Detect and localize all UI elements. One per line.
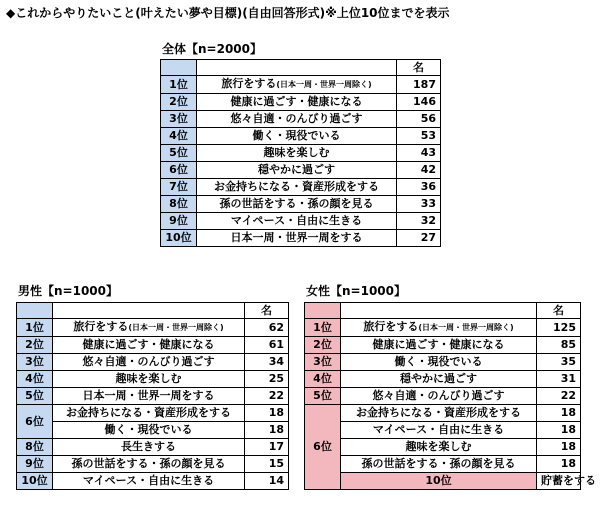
count-header: 名	[537, 303, 581, 319]
table-row	[17, 337, 289, 354]
table-row	[305, 456, 581, 473]
item-label: 健康に過ごす・健康になる	[230, 95, 363, 108]
item-cell	[53, 388, 245, 405]
item-cell	[197, 145, 397, 162]
item-label: 健康に過ごす・健康になる	[82, 338, 215, 351]
rank-cell: 5位	[305, 388, 341, 405]
count-header: 名	[245, 303, 289, 319]
count-cell: 14	[245, 473, 289, 490]
table-row	[161, 213, 441, 230]
item-cell	[53, 337, 245, 354]
count-cell: 17	[245, 439, 289, 456]
count-cell: 22	[245, 388, 289, 405]
item-cell	[53, 371, 245, 388]
count-cell: 34	[245, 354, 289, 371]
table-row	[161, 230, 441, 247]
item-label: 働く・現役でいる	[394, 355, 483, 368]
item-label: 貯蓄をする	[541, 474, 596, 487]
header-corner	[161, 60, 197, 76]
item-label: お金持ちになる・資産形成をする	[214, 180, 379, 193]
header-item	[341, 303, 537, 319]
table-row	[17, 319, 289, 337]
rank-cell: 10位	[17, 473, 53, 490]
item-cell	[341, 456, 537, 473]
count-cell: 56	[397, 111, 441, 128]
rank-cell: 2位	[161, 94, 197, 111]
page-title: ◆これからやりたいこと(叶えたい夢や目標)(自由回答形式)※上位10位までを表示	[6, 6, 450, 20]
table-row	[161, 111, 441, 128]
item-label: 趣味を楽しむ	[405, 440, 472, 453]
item-cell	[53, 439, 245, 456]
item-cell	[197, 94, 397, 111]
male-ranking-table	[16, 302, 289, 490]
rank-cell: 3位	[17, 354, 53, 371]
item-cell	[197, 162, 397, 179]
table-row	[161, 196, 441, 213]
table-row	[161, 179, 441, 196]
table-row	[17, 473, 289, 490]
item-label: マイペース・自由に生きる	[372, 423, 505, 436]
count-cell: 146	[397, 94, 441, 111]
rank-cell: 9位	[17, 456, 53, 473]
item-cell	[197, 213, 397, 230]
table-row	[161, 76, 441, 94]
item-cell	[53, 354, 245, 371]
rank-cell: 6位	[161, 162, 197, 179]
item-cell	[53, 319, 245, 337]
count-cell: 22	[537, 388, 581, 405]
count-cell: 187	[397, 76, 441, 94]
item-label: 働く・現役でいる	[104, 423, 193, 436]
rank-cell: 4位	[161, 128, 197, 145]
item-cell	[341, 388, 537, 405]
count-cell: 31	[537, 371, 581, 388]
rank-cell: 1位	[305, 319, 341, 337]
table-row	[17, 371, 289, 388]
item-label: 趣味を楽しむ	[263, 146, 330, 159]
item-cell	[197, 179, 397, 196]
table-row	[161, 94, 441, 111]
item-cell	[341, 422, 537, 439]
table-row	[161, 128, 441, 145]
item-label: 孫の世話をする・孫の顔を見る	[219, 197, 374, 210]
item-cell	[537, 473, 596, 490]
count-cell: 18	[245, 422, 289, 439]
item-label: マイペース・自由に生きる	[230, 214, 363, 227]
item-label: 悠々自適・のんびり過ごす	[230, 112, 363, 125]
item-cell	[341, 354, 537, 371]
item-cell	[197, 196, 397, 213]
item-label: 日本一周・世界一周をする	[82, 389, 215, 402]
rank-cell: 3位	[305, 354, 341, 371]
item-cell	[197, 111, 397, 128]
count-cell: 18	[537, 439, 581, 456]
count-cell: 15	[245, 456, 289, 473]
table-row	[305, 439, 581, 456]
item-label: 日本一周・世界一周をする	[230, 231, 363, 244]
female-caption: 女性【n=1000】	[306, 284, 406, 298]
rank-cell: 3位	[161, 111, 197, 128]
item-label: 働く・現役でいる	[252, 129, 341, 142]
item-label: 趣味を楽しむ	[115, 372, 182, 385]
table-row	[305, 337, 581, 354]
item-cell	[341, 319, 537, 337]
count-cell: 61	[245, 337, 289, 354]
table-row	[17, 456, 289, 473]
item-label: 旅行をする	[73, 320, 129, 333]
table-row	[17, 354, 289, 371]
table-row	[305, 388, 581, 405]
item-label: 旅行をする	[221, 77, 277, 90]
table-row	[305, 422, 581, 439]
count-cell: 32	[397, 213, 441, 230]
count-cell: 18	[537, 405, 581, 422]
table-row	[305, 319, 581, 337]
rank-cell: 8位	[161, 196, 197, 213]
item-label: 旅行をする	[363, 320, 419, 333]
count-cell: 18	[537, 422, 581, 439]
table-row	[305, 473, 581, 490]
rank-cell: 2位	[17, 337, 53, 354]
female-ranking-table	[304, 302, 596, 490]
rank-cell: 5位	[161, 145, 197, 162]
count-cell: 18	[537, 456, 581, 473]
item-cell	[197, 76, 397, 94]
item-cell	[53, 405, 245, 422]
table-row	[305, 371, 581, 388]
count-cell: 18	[245, 405, 289, 422]
item-cell	[53, 473, 245, 490]
rank-cell: 10位	[161, 230, 197, 247]
item-note: (日本一周・世界一周除く)	[276, 80, 372, 89]
table-row	[17, 388, 289, 405]
count-cell: 35	[537, 354, 581, 371]
item-label: 穏やかに過ごす	[258, 163, 335, 176]
count-cell: 53	[397, 128, 441, 145]
count-cell: 62	[245, 319, 289, 337]
item-cell	[197, 230, 397, 247]
item-cell	[341, 439, 537, 456]
item-label: お金持ちになる・資産形成をする	[66, 406, 231, 419]
header-corner	[17, 303, 53, 319]
item-cell	[341, 371, 537, 388]
table-row	[17, 439, 289, 456]
header-corner	[305, 303, 341, 319]
rank-cell: 10位	[341, 473, 537, 490]
table-row	[17, 422, 289, 439]
rank-cell: 6位	[305, 405, 341, 490]
count-cell: 42	[397, 162, 441, 179]
rank-cell: 9位	[161, 213, 197, 230]
count-cell: 33	[397, 196, 441, 213]
table-row	[17, 405, 289, 422]
item-label: 孫の世話をする・孫の顔を見る	[71, 457, 226, 470]
male-caption: 男性【n=1000】	[18, 284, 118, 298]
item-label: マイペース・自由に生きる	[82, 474, 215, 487]
count-cell: 43	[397, 145, 441, 162]
item-cell	[197, 128, 397, 145]
rank-cell: 8位	[17, 439, 53, 456]
item-note: (日本一周・世界一周除く)	[128, 323, 224, 332]
item-cell	[53, 422, 245, 439]
item-label: 穏やかに過ごす	[400, 372, 477, 385]
rank-cell: 4位	[17, 371, 53, 388]
count-cell: 25	[245, 371, 289, 388]
item-cell	[341, 337, 537, 354]
item-label: 悠々自適・のんびり過ごす	[372, 389, 505, 402]
count-header: 名	[397, 60, 441, 76]
count-cell: 27	[397, 230, 441, 247]
item-label: 長生きする	[121, 440, 176, 453]
table-row	[161, 162, 441, 179]
item-label: 悠々自適・のんびり過ごす	[82, 355, 215, 368]
rank-cell: 6位	[17, 405, 53, 439]
overall-caption: 全体【n=2000】	[162, 42, 262, 56]
item-note: (日本一周・世界一周除く)	[418, 323, 514, 332]
rank-cell: 1位	[17, 319, 53, 337]
item-cell	[341, 405, 537, 422]
item-label: 孫の世話をする・孫の顔を見る	[361, 457, 516, 470]
item-label: 健康に過ごす・健康になる	[372, 338, 505, 351]
rank-cell: 5位	[17, 388, 53, 405]
item-label: お金持ちになる・資産形成をする	[356, 406, 521, 419]
rank-cell: 7位	[161, 179, 197, 196]
table-row	[305, 405, 581, 422]
overall-ranking-table	[160, 59, 441, 247]
table-row	[305, 354, 581, 371]
rank-cell: 2位	[305, 337, 341, 354]
rank-cell: 4位	[305, 371, 341, 388]
count-cell: 85	[537, 337, 581, 354]
table-row	[161, 145, 441, 162]
header-item	[53, 303, 245, 319]
header-item	[197, 60, 397, 76]
item-cell	[53, 456, 245, 473]
count-cell: 125	[537, 319, 581, 337]
rank-cell: 1位	[161, 76, 197, 94]
count-cell: 36	[397, 179, 441, 196]
